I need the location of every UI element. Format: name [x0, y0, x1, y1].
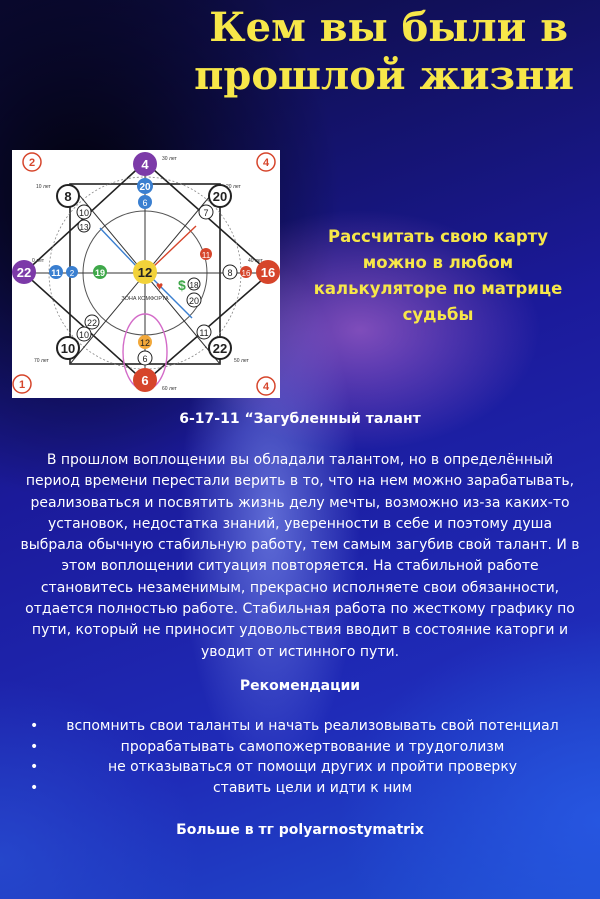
recommendations-list: [0, 716, 600, 798]
age-label-3: 40 лет: [248, 258, 263, 264]
node-bottom-value: 6: [141, 373, 149, 388]
node-top-left-value: 8: [64, 189, 72, 204]
recommendation-text: ставить цели и идти к ним: [212, 779, 413, 796]
node-inner-13-value: 6: [142, 198, 148, 208]
node-inner-4-value: 11: [51, 268, 61, 278]
page-title: [0, 4, 600, 100]
node-right-value: 16: [260, 265, 276, 280]
node-inner-15-value: 13: [79, 223, 89, 232]
node-left-value: 22: [16, 265, 32, 280]
corner-number-tl: 2: [28, 157, 36, 169]
node-inner-6-value: 8: [227, 268, 233, 278]
recommendation-item: [0, 757, 600, 778]
bullet: •: [30, 718, 39, 734]
corner-number-br: 4: [262, 381, 270, 393]
node-bottom-left-value: 10: [60, 341, 76, 356]
node-top-right-value: 20: [212, 189, 228, 204]
age-label-6: 70 лет: [34, 358, 49, 364]
footer-telegram-link[interactable]: Больше в тг polyarnostymatrix: [176, 822, 424, 838]
node-inner-1-value: 20: [139, 182, 151, 193]
corner-number-tr: 4: [262, 157, 270, 169]
recommendations-title: Рекомендации: [239, 678, 361, 694]
node-inner-16-value: 18: [189, 281, 199, 290]
node-inner-5-value: 19: [94, 268, 106, 278]
blue-arrow: [100, 228, 138, 268]
node-top-value: 4: [141, 157, 149, 172]
node-inner-7-value: 20: [188, 296, 200, 306]
calculator-hint: Рассчитать свою карту можно в любом калькуляторе по матрице судьбы: [313, 227, 563, 324]
node-center-value: 12: [137, 265, 153, 280]
node-inner-12-value: 10: [78, 330, 90, 340]
heart-icon: ♥: [156, 279, 164, 293]
red-arrow: [152, 226, 196, 268]
dollar-icon: $: [178, 277, 186, 293]
recommendation-text: вспомнить свои таланты и начать реализовывать свой потенциал: [66, 718, 559, 734]
matrix-diagram: [12, 150, 280, 398]
age-label-2: 20 лет: [226, 184, 241, 190]
destiny-matrix-image: [12, 150, 280, 398]
age-label-4: 50 лет: [234, 358, 249, 364]
node-inner-8-value: 22: [86, 318, 98, 328]
node-bottom-right-value: 22: [212, 341, 228, 356]
recommendation-item: [0, 778, 600, 799]
node-inner-10-value: 12: [139, 338, 151, 348]
recommendation-text: не отказываться от помощи других и пройти проверку: [107, 759, 518, 775]
age-label-1: 10 лет: [36, 184, 51, 190]
node-inner-9-value: 11: [199, 328, 209, 338]
age-label-8: 0 лет: [32, 258, 44, 264]
recommendation-item: [0, 737, 600, 758]
description-text: В прошлом воплощении вы обладали талантом, но в определённый период времени перестали верить в то, что на нем можно зарабатывать, реализоваться и посвятить жизнь делу мечты, возможно из-за каких-то установок, недостатка знаний, уверенности в себе и поэтому душа выбрала обычную стабильную работу, тем самым загубив свой талант. И в этом воплощении ситуация повторяется. На стабильной работе становитесь незаменимым, прекрасно исполняете свои обязанности, отдается полностью работе. Стабильная работа по жесткому графику по пути, который не приносит удовольствия вводит в состояние каторги и уводит от истинного пути.: [20, 452, 580, 660]
recommendation-item: [0, 716, 600, 737]
title-line-1: Кем вы были в: [209, 4, 568, 51]
bullet: •: [30, 738, 39, 755]
node-inner-3-value: 7: [203, 208, 209, 218]
comfort-zone-label: ЗОНА КОМФОРТА: [121, 296, 169, 302]
node-inner-11-value: 6: [142, 354, 148, 364]
age-label-5: 60 лет: [162, 386, 177, 392]
node-inner-17-value: 2: [69, 269, 75, 278]
matrix-code-title: 6-17-11 “Загубленный талант: [179, 411, 421, 427]
bullet: •: [30, 759, 39, 775]
recommendation-text: прорабатывать самопожертвование и трудоголизм: [120, 738, 505, 755]
age-label-7: 30 лет: [162, 156, 177, 162]
corner-number-bl: 1: [18, 379, 26, 391]
title-line-2: прошлой жизни: [194, 52, 574, 99]
node-inner-18-value: 16: [241, 269, 251, 278]
node-inner-2-value: 10: [78, 208, 90, 218]
node-inner-14-value: 11: [201, 251, 211, 260]
bullet: •: [30, 779, 39, 796]
